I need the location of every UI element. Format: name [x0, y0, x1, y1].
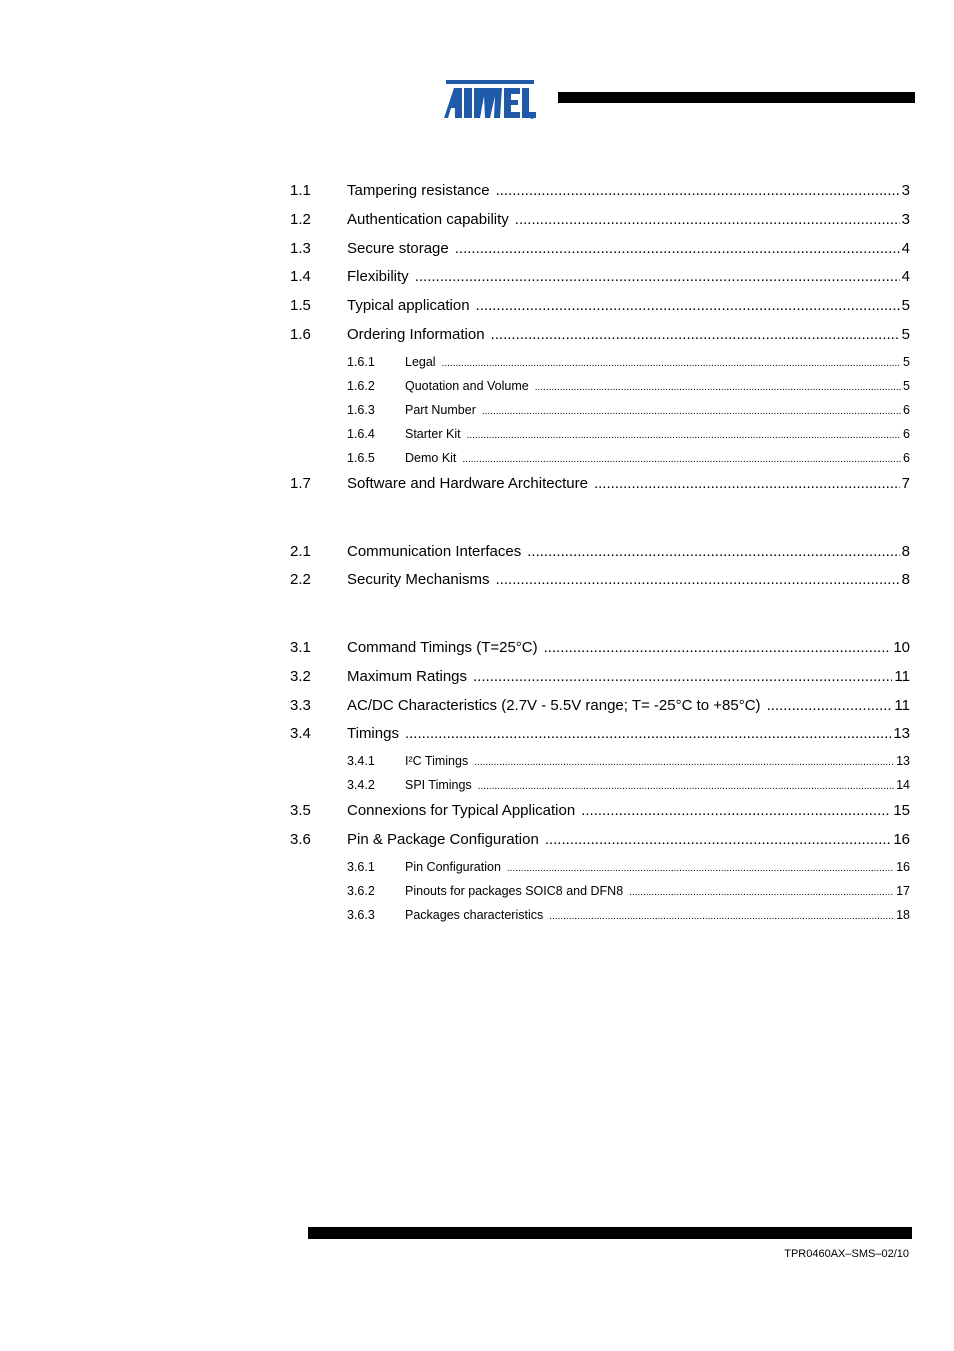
- toc-entry[interactable]: [290, 240, 910, 257]
- toc-leader-dots: [415, 268, 900, 285]
- toc-entry-page: 13: [893, 725, 910, 742]
- toc-entry-number: 1.2: [290, 211, 311, 228]
- toc-entry[interactable]: [290, 403, 910, 417]
- toc-entry[interactable]: [290, 884, 910, 898]
- toc-entry-title: Legal: [405, 355, 436, 369]
- toc-entry-number: 1.5: [290, 297, 311, 314]
- toc-leader-dots: [405, 725, 891, 742]
- toc-entry-number: 3.6.3: [347, 908, 375, 922]
- toc-entry-page: 4: [901, 240, 910, 257]
- toc-entry-page: 7: [901, 475, 910, 492]
- toc-entry-number: 1.6.2: [347, 379, 375, 393]
- header-rule: [558, 92, 915, 103]
- toc-entry-number: 3.1: [290, 639, 311, 656]
- toc-leader-dots: [545, 831, 892, 848]
- toc-entry-title: Secure storage: [347, 240, 449, 257]
- toc-entry-number: 2.1: [290, 543, 311, 560]
- toc-entry[interactable]: [290, 908, 910, 922]
- toc-entry-page: 5: [901, 297, 910, 314]
- toc-entry-page: 6: [903, 451, 910, 465]
- toc-entry-page: 5: [903, 355, 910, 369]
- toc-entry-title: AC/DC Characteristics (2.7V - 5.5V range; T= -25°C to +85°C): [347, 697, 761, 714]
- toc-entry-page: 3: [901, 182, 910, 199]
- toc-entry-page: 8: [901, 543, 910, 560]
- toc-leader-dots: [455, 240, 900, 257]
- toc-entry[interactable]: [290, 860, 910, 874]
- toc-entry-page: 11: [894, 697, 910, 714]
- toc-leader-dots: [594, 475, 900, 492]
- toc-entry[interactable]: [290, 475, 910, 492]
- toc-entry-number: 3.6.1: [347, 860, 375, 874]
- toc-entry-number: 1.7: [290, 475, 311, 492]
- toc-entry[interactable]: [290, 725, 910, 742]
- toc-entry-number: 3.3: [290, 697, 311, 714]
- toc-entry-title: Flexibility: [347, 268, 409, 285]
- toc-leader-dots: [507, 863, 894, 874]
- toc-entry-page: 10: [893, 639, 910, 656]
- toc-entry-page: 3: [901, 211, 910, 228]
- toc-entry-page: 5: [903, 379, 910, 393]
- toc-entry[interactable]: [290, 379, 910, 393]
- toc-entry-number: 3.6: [290, 831, 311, 848]
- toc-entry-number: 3.4.1: [347, 754, 375, 768]
- toc-entry[interactable]: [290, 668, 910, 685]
- toc-entry-title: Pin & Package Configuration: [347, 831, 539, 848]
- toc-entry-title: Typical application: [347, 297, 470, 314]
- toc-entry[interactable]: [290, 297, 910, 314]
- toc-entry-number: 1.6.5: [347, 451, 375, 465]
- toc-entry-page: 5: [901, 326, 910, 343]
- toc-leader-dots: [462, 454, 901, 465]
- toc-entry-number: 1.3: [290, 240, 311, 257]
- toc-entry[interactable]: [290, 754, 910, 768]
- toc-entry[interactable]: [290, 326, 910, 343]
- toc-leader-dots: [496, 182, 900, 199]
- toc-entry-page: 15: [893, 802, 910, 819]
- toc-entry-title: Maximum Ratings: [347, 668, 468, 685]
- toc-leader-dots: [476, 297, 900, 314]
- toc-entry[interactable]: [290, 802, 910, 819]
- toc-entry-page: 14: [896, 778, 910, 792]
- toc-entry-title: Demo Kit: [405, 451, 457, 465]
- toc-entry[interactable]: [290, 268, 910, 285]
- footer-rule: [308, 1227, 912, 1239]
- toc-entry-title: Pin Configuration: [405, 860, 501, 874]
- toc-entry-title: Software and Hardware Architecture: [347, 475, 588, 492]
- toc-leader-dots: [767, 697, 893, 714]
- toc-leader-dots: [581, 802, 891, 819]
- toc-entry-title: Quotation and Volume: [405, 379, 529, 393]
- toc-entry-number: 1.1: [290, 182, 311, 199]
- toc-entry-title: Authentication capability: [347, 211, 509, 228]
- toc-entry-number: 1.6.3: [347, 403, 375, 417]
- toc-leader-dots: [491, 326, 900, 343]
- toc-entry-title: Ordering Information: [347, 326, 485, 343]
- toc-leader-dots: [629, 887, 894, 898]
- toc-entry-page: 8: [901, 571, 910, 588]
- toc-entry-page: 17: [896, 884, 910, 898]
- toc-entry[interactable]: [290, 831, 910, 848]
- atmel-logo: [440, 74, 540, 122]
- toc-entry-title: Packages characteristics: [405, 908, 544, 922]
- toc-entry[interactable]: [290, 697, 910, 714]
- toc-entry[interactable]: [290, 451, 910, 465]
- toc-entry-title: Tampering resistance: [347, 182, 490, 199]
- toc-entry-number: 2.2: [290, 571, 311, 588]
- toc-leader-dots: [473, 668, 892, 685]
- toc-entry-title: I²C Timings: [405, 754, 469, 768]
- toc-entry-title: Timings: [347, 725, 399, 742]
- toc-entry-number: 3.6.2: [347, 884, 375, 898]
- toc-entry-page: 16: [896, 860, 910, 874]
- toc-leader-dots: [467, 430, 901, 441]
- toc-entry[interactable]: [290, 211, 910, 228]
- toc-leader-dots: [496, 571, 900, 588]
- toc-entry[interactable]: [290, 543, 910, 560]
- toc-entry-page: 6: [903, 403, 910, 417]
- toc-entry-number: 3.2: [290, 668, 311, 685]
- toc-leader-dots: [544, 639, 892, 656]
- toc-entry-page: 6: [903, 427, 910, 441]
- toc-entry-title: Part Number: [405, 403, 476, 417]
- toc-entry-page: 4: [901, 268, 910, 285]
- toc-entry-title: Connexions for Typical Application: [347, 802, 576, 819]
- toc-entry[interactable]: [290, 571, 910, 588]
- toc-entry-title: Command Timings (T=25°C): [347, 639, 538, 656]
- toc-leader-dots: [527, 543, 899, 560]
- toc-entry-number: 3.4.2: [347, 778, 375, 792]
- toc-entry-number: 3.5: [290, 802, 311, 819]
- toc-entry[interactable]: [290, 639, 910, 656]
- toc-entry[interactable]: [290, 778, 910, 792]
- toc-entry-title: Starter Kit: [405, 427, 461, 441]
- toc-leader-dots: [474, 757, 894, 768]
- toc-entry-page: 16: [893, 831, 910, 848]
- toc-entry-number: 3.4: [290, 725, 311, 742]
- footer-doc-id: TPR0460AX–SMS–02/10: [784, 1248, 909, 1260]
- toc-entry[interactable]: [290, 182, 910, 199]
- toc-entry-page: 18: [896, 908, 910, 922]
- toc-entry[interactable]: [290, 427, 910, 441]
- toc-leader-dots: [549, 911, 894, 922]
- toc-leader-dots: [482, 406, 901, 417]
- toc-entry-number: 1.6.4: [347, 427, 375, 441]
- toc-entry[interactable]: [290, 355, 910, 369]
- toc-leader-dots: [478, 781, 894, 792]
- toc-entry-number: 1.4: [290, 268, 311, 285]
- toc-entry-title: Security Mechanisms: [347, 571, 490, 588]
- toc-leader-dots: [515, 211, 900, 228]
- toc-entry-title: SPI Timings: [405, 778, 472, 792]
- toc-entry-page: 13: [896, 754, 910, 768]
- toc-entry-number: 1.6.1: [347, 355, 375, 369]
- toc-entry-page: 11: [894, 668, 910, 685]
- toc-leader-dots: [442, 358, 901, 369]
- toc-leader-dots: [535, 382, 901, 393]
- toc-entry-title: Communication Interfaces: [347, 543, 522, 560]
- toc-entry-number: 1.6: [290, 326, 311, 343]
- toc-entry-title: Pinouts for packages SOIC8 and DFN8: [405, 884, 624, 898]
